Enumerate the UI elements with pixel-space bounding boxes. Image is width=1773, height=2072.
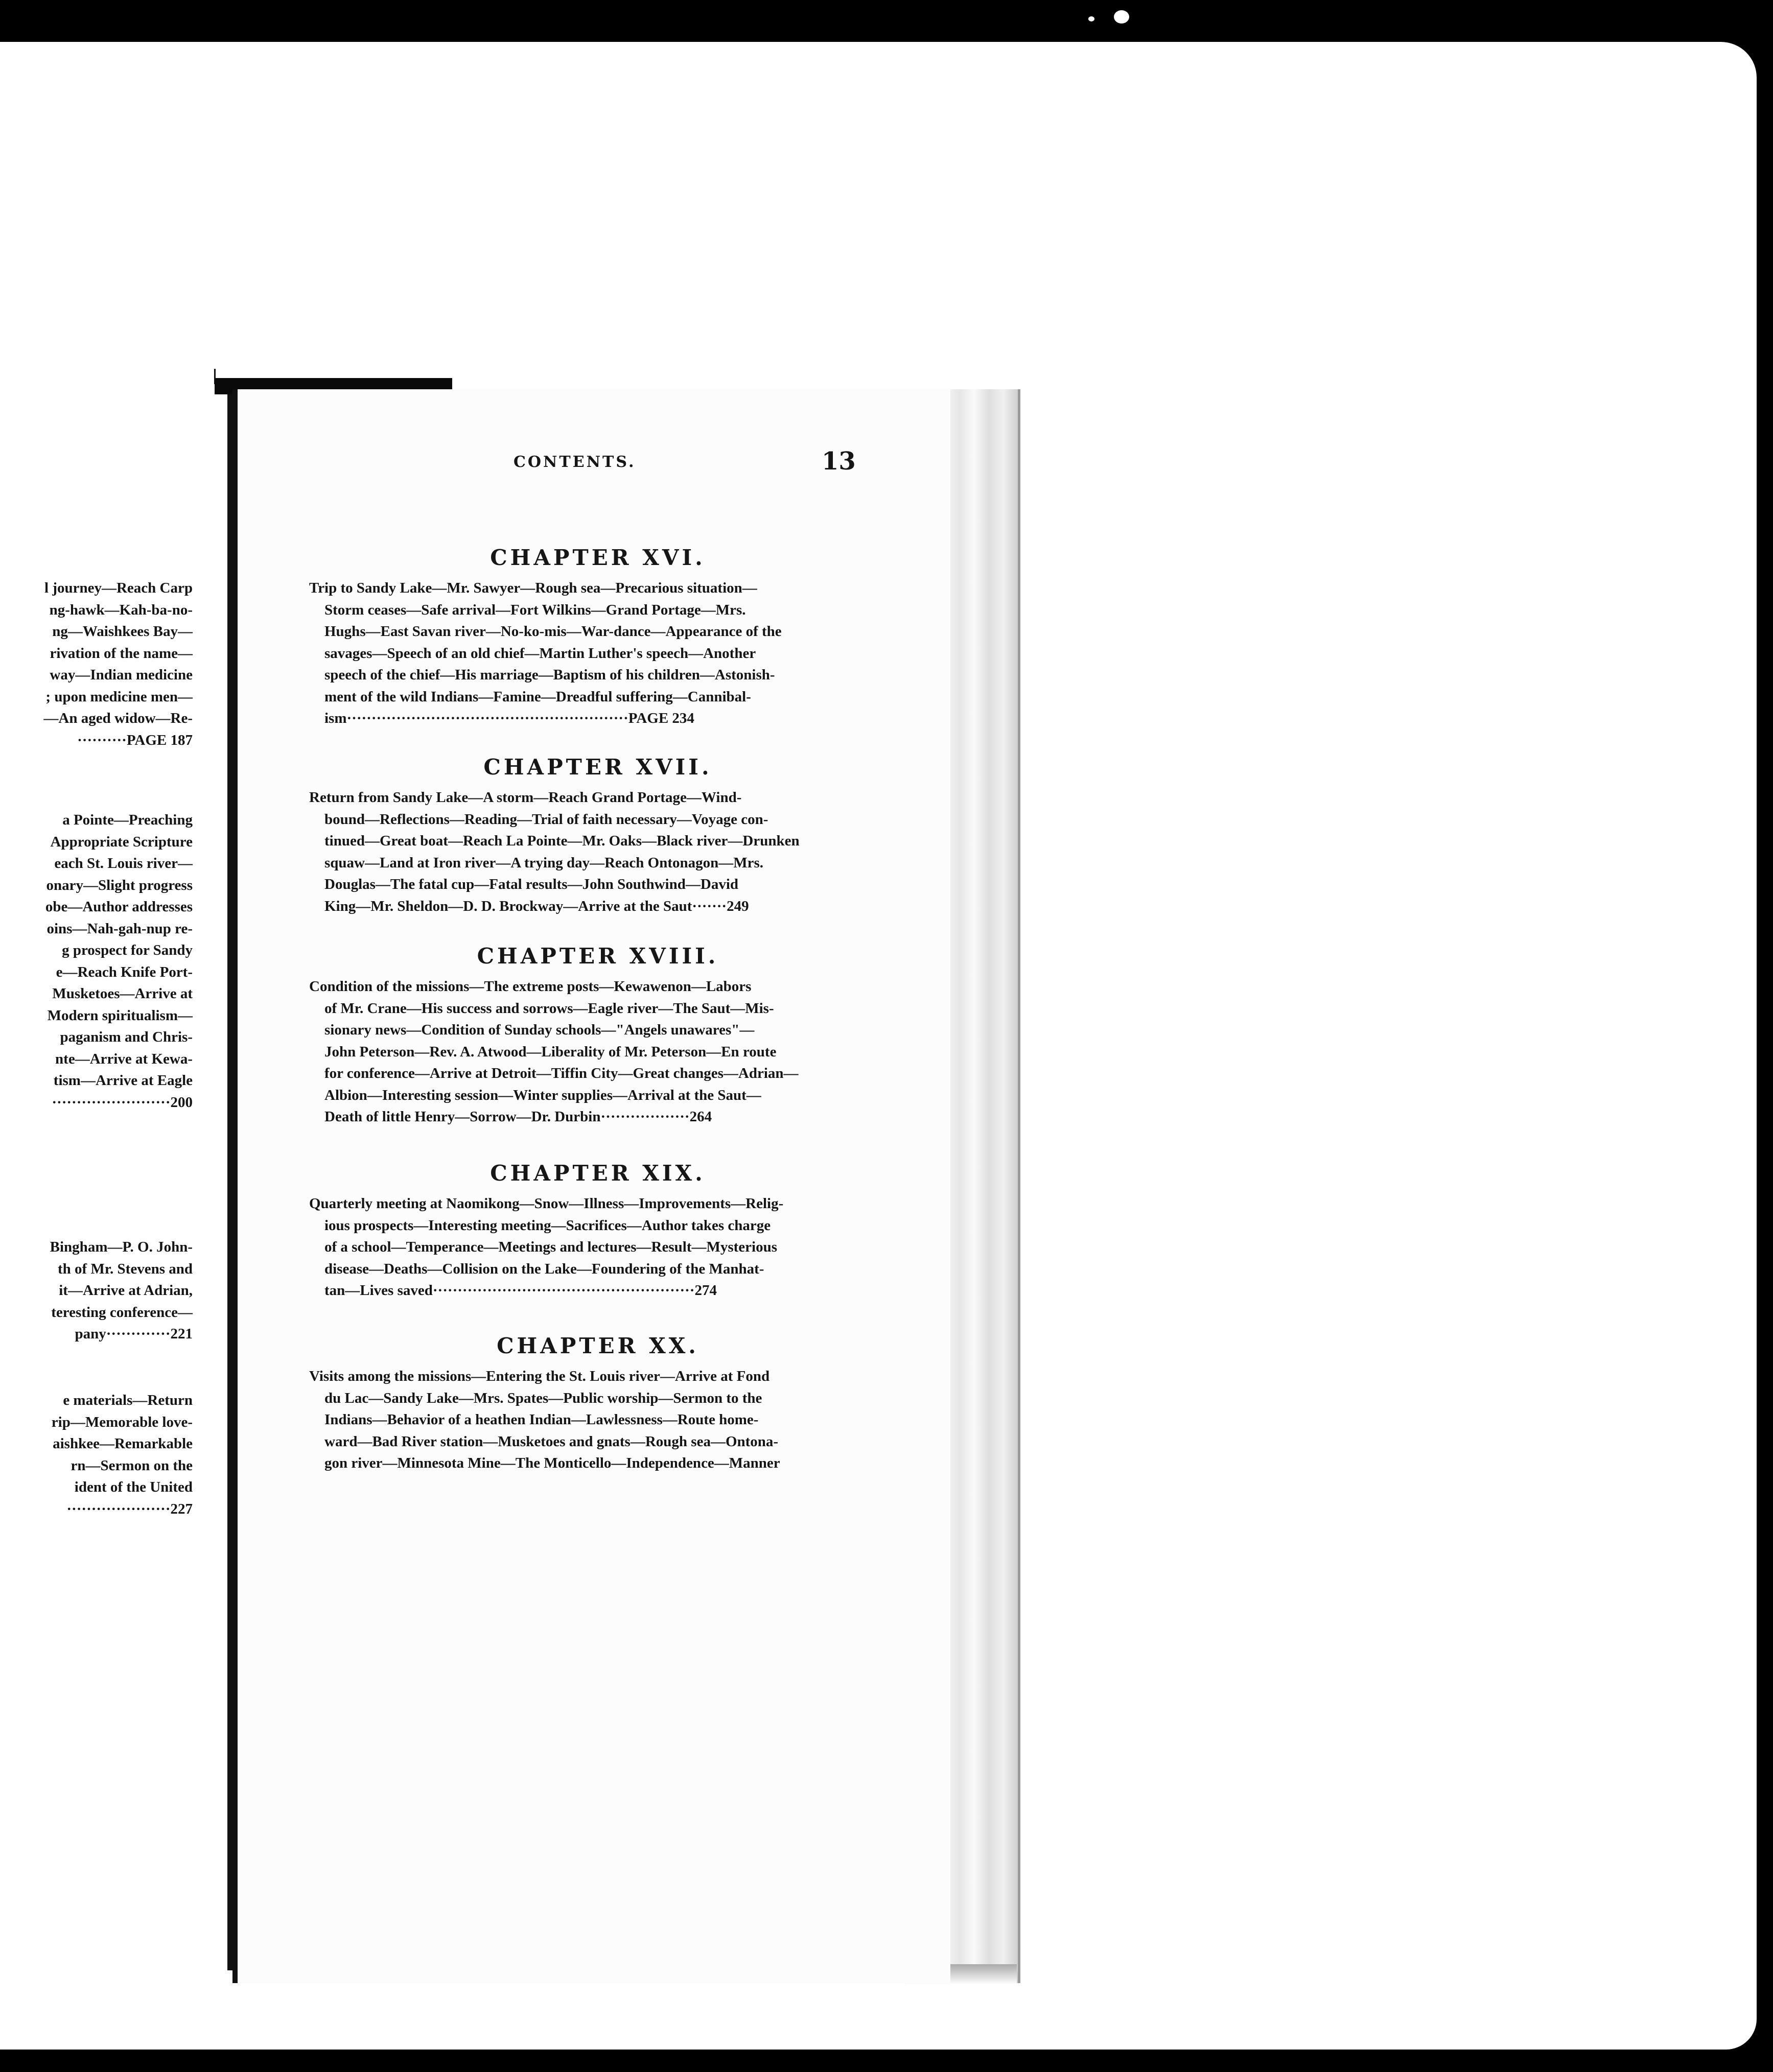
left-page-line: teresting conference— [51, 1304, 193, 1321]
summary-line: Hughs—East Savan river—No-ko-mis—War-dance—Appearance of the [324, 623, 782, 640]
summary-line: Death of little Henry—Sorrow—Dr. Durbin··················264 [324, 1109, 712, 1125]
summary-line: disease—Deaths—Collision on the Lake—Foundering of the Manhat- [324, 1260, 764, 1277]
left-page-line: paganism and Chris- [60, 1029, 193, 1045]
page-number: 13 [822, 447, 856, 476]
chapter-summary [309, 976, 886, 1128]
summary-line: Albion—Interesting session—Winter supplies—Arrival at the Saut— [324, 1087, 761, 1103]
summary-line: ward—Bad River station—Musketoes and gnats—Rough sea—Ontona- [324, 1433, 779, 1450]
left-page-line: onary—Slight progress [46, 877, 193, 893]
left-page-line: Modern spiritualism— [47, 1007, 193, 1024]
left-page-line: rip—Memorable love- [51, 1414, 193, 1430]
left-page-line: obe—Author addresses [45, 899, 193, 915]
left-page-line: ·····················227 [66, 1500, 193, 1517]
summary-line: bound—Reflections—Reading—Trial of faith necessary—Voyage con- [324, 811, 768, 828]
left-page-line: it—Arrive at Adrian, [59, 1282, 193, 1299]
left-page-fragment [0, 394, 232, 1970]
left-page-line: a Pointe—Preaching [62, 812, 193, 828]
summary-line: Trip to Sandy Lake—Mr. Sawyer—Rough sea—Precarious situation— [309, 580, 757, 596]
summary-line: King—Mr. Sheldon—D. D. Brockway—Arrive at the Saut·······249 [324, 898, 749, 914]
chapter-summary [309, 787, 886, 917]
left-page-line: aishkee—Remarkable [53, 1435, 193, 1452]
left-entry-a [43, 577, 193, 751]
running-head [238, 447, 950, 484]
chapter-heading: CHAPTER XVII. [483, 755, 712, 780]
summary-line: for conference—Arrive at Detroit—Tiffin City—Great changes—Adrian— [324, 1065, 799, 1081]
chapter-heading: CHAPTER XVIII. [477, 944, 719, 969]
left-page-line: rn—Sermon on the [71, 1457, 193, 1474]
book-page-edges [945, 389, 1020, 1983]
left-page-line: ident of the United [74, 1479, 193, 1495]
chapter-xx [309, 1333, 886, 1474]
left-page-line: l journey—Reach Carp [44, 580, 193, 596]
summary-line: Indians—Behavior of a heathen Indian—Lawlessness—Route home- [324, 1411, 759, 1428]
gutter-line [227, 394, 232, 1970]
summary-line: of Mr. Crane—His success and sorrows—Eagle river—The Saut—Mis- [324, 1000, 774, 1017]
left-page-line: Appropriate Scripture [50, 833, 193, 850]
summary-line: savages—Speech of an old chief—Martin Luther's speech—Another [324, 645, 756, 662]
chapter-summary [309, 577, 886, 729]
left-page-line: way—Indian medicine [50, 667, 193, 683]
left-page-line: th of Mr. Stevens and [58, 1260, 193, 1277]
chapter-summary [309, 1365, 886, 1474]
left-page-line: e—Reach Knife Port- [56, 963, 193, 980]
left-page-line: pany·············221 [75, 1326, 193, 1342]
chapter-heading: CHAPTER XIX. [490, 1161, 706, 1186]
chapter-xix [309, 1161, 886, 1302]
film-speck [1114, 10, 1129, 23]
summary-line: sionary news—Condition of Sunday schools—"Angels unawares"— [324, 1022, 755, 1038]
left-page-line: —An aged widow—Re- [43, 710, 193, 726]
summary-line: squaw—Land at Iron river—A trying day—Reach Ontonagon—Mrs. [324, 854, 764, 871]
left-page-line: ··········PAGE 187 [77, 732, 193, 748]
summary-line: tan—Lives saved·····················································274 [324, 1282, 717, 1299]
left-page-line: Bingham—P. O. John- [50, 1239, 193, 1255]
left-page-line: Musketoes—Arrive at [52, 985, 193, 1002]
summary-line: Return from Sandy Lake—A storm—Reach Grand Portage—Wind- [309, 789, 742, 806]
left-entry-d [52, 1390, 193, 1520]
summary-line: Condition of the missions—The extreme posts—Kewawenon—Labors [309, 978, 752, 995]
chapter-xviii [309, 944, 886, 1128]
summary-line: ment of the wild Indians—Famine—Dreadful suffering—Cannibal- [324, 688, 751, 705]
summary-line: tinued—Great boat—Reach La Pointe—Mr. Oaks—Black river—Drunken [324, 833, 800, 849]
summary-line: ism·························································PAGE 234 [324, 710, 694, 726]
running-head-title: CONTENTS. [514, 453, 636, 471]
left-page-line: e materials—Return [63, 1392, 193, 1408]
summary-line: du Lac—Sandy Lake—Mrs. Spates—Public worship—Sermon to the [324, 1390, 762, 1406]
left-page-line: tism—Arrive at Eagle [53, 1072, 193, 1089]
left-page-line: ; upon medicine men— [45, 688, 193, 705]
left-page-line: ························200 [52, 1094, 193, 1111]
summary-line: ious prospects—Interesting meeting—Sacrifices—Author takes charge [324, 1217, 771, 1234]
summary-line: of a school—Temperance—Meetings and lectures—Result—Mysterious [324, 1239, 778, 1255]
chapter-xvii [309, 755, 886, 917]
right-page [232, 389, 950, 1983]
summary-line: Storm ceases—Safe arrival—Fort Wilkins—Grand Portage—Mrs. [324, 601, 746, 618]
left-entry-b [45, 809, 193, 1113]
summary-line: Douglas—The fatal cup—Fatal results—John Southwind—David [324, 876, 739, 892]
summary-line: gon river—Minnesota Mine—The Monticello—Independence—Manner [324, 1455, 780, 1471]
left-entry-c [50, 1236, 193, 1345]
left-page-line: rivation of the name— [50, 645, 193, 662]
chapter-summary [309, 1193, 886, 1302]
left-page-line: each St. Louis river— [54, 855, 193, 872]
chapter-xvi [309, 545, 886, 729]
chapter-heading: CHAPTER XVI. [490, 545, 706, 570]
left-page-line: ng—Waishkees Bay— [52, 623, 193, 640]
chapter-heading: CHAPTER XX. [497, 1333, 699, 1358]
summary-line: Visits among the missions—Entering the St. Louis river—Arrive at Fond [309, 1368, 770, 1384]
film-speck [1088, 16, 1094, 21]
summary-line: speech of the chief—His marriage—Baptism of his children—Astonish- [324, 667, 775, 683]
summary-line: John Peterson—Rev. A. Atwood—Liberality of Mr. Peterson—En route [324, 1043, 777, 1060]
left-page-line: oins—Nah-gah-nup re- [46, 920, 193, 937]
summary-line: Quarterly meeting at Naomikong—Snow—Illness—Improvements—Relig- [309, 1195, 784, 1212]
left-page-line: ng-hawk—Kah-ba-no- [49, 601, 193, 618]
left-page-line: g prospect for Sandy [62, 942, 193, 958]
left-page-line: nte—Arrive at Kewa- [55, 1050, 193, 1067]
